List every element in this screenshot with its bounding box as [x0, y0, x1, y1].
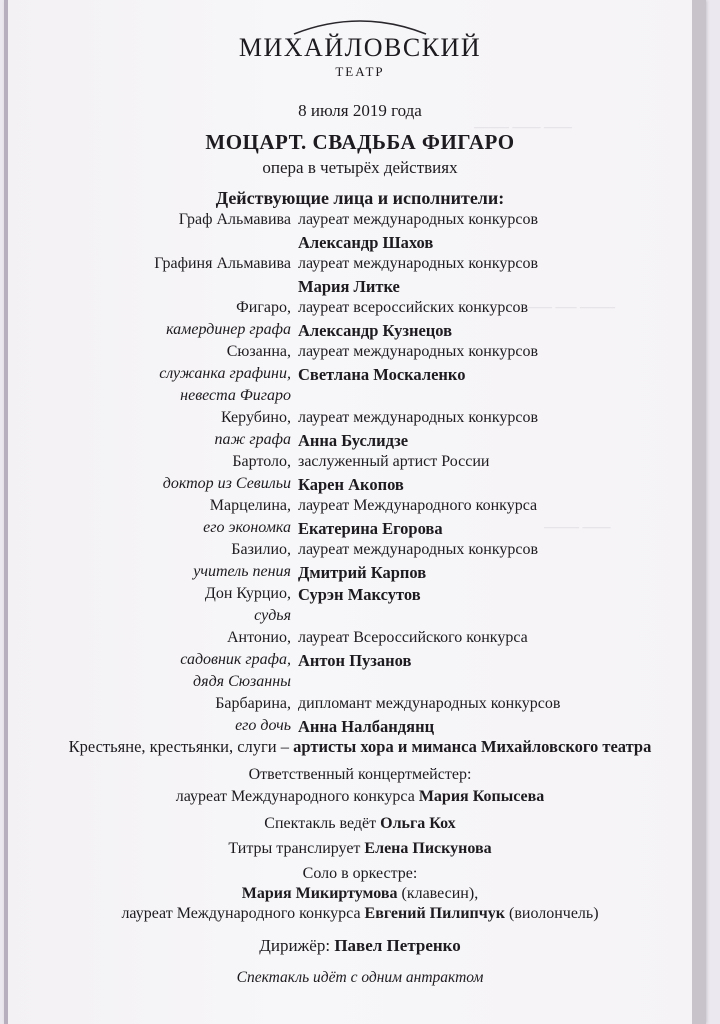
- role-description: дядя Сюзанны: [193, 673, 291, 690]
- accompanist-heading: Ответственный концертмейстер:: [248, 766, 472, 783]
- performer-name: Анна Буслидзе: [298, 431, 409, 450]
- stage-lead-prefix: Спектакль ведёт: [264, 815, 381, 832]
- cast-row: [0, 365, 720, 387]
- role-name: Сюзанна,: [226, 343, 291, 360]
- accompanist-title: лауреат Международного конкурса: [175, 788, 419, 805]
- role-description: садовник графа,: [180, 651, 291, 668]
- stage-lead-name: Ольга Кох: [380, 815, 456, 832]
- cast-row: [0, 277, 720, 299]
- performer-title: лауреат всероссийских конкурсов: [298, 299, 528, 316]
- cast-row: [0, 233, 720, 255]
- soloist-name-2: Евгений Пилипчук: [364, 905, 505, 922]
- performer-name: Александр Шахов: [298, 233, 434, 252]
- cast-row: [0, 475, 720, 497]
- conductor-prefix: Дирижёр:: [259, 936, 335, 955]
- conductor-name: Павел Петренко: [334, 936, 461, 955]
- cast-row: [0, 673, 720, 695]
- cast-row: [0, 211, 720, 233]
- cast-row: [0, 387, 720, 409]
- performer-title: лауреат международных конкурсов: [298, 255, 539, 272]
- role-name: Граф Альмавива: [178, 211, 291, 228]
- cast-row: [0, 497, 720, 519]
- cast-heading: Действующие лица и исполнители:: [215, 188, 505, 208]
- role-description: судья: [254, 607, 291, 624]
- role-description: его экономка: [203, 519, 291, 536]
- accompanist-name: Мария Копысева: [418, 788, 545, 805]
- performer-title: заслуженный артист России: [298, 453, 490, 470]
- role-name: Дон Курцио,: [204, 585, 291, 602]
- performer-title: дипломант международных конкурсов: [298, 695, 561, 712]
- performer-name: Екатерина Егорова: [298, 519, 443, 538]
- titres-prefix: Титры транслирует: [228, 840, 365, 857]
- bleed-through-text: ––––– ––– ––––: [524, 300, 615, 315]
- performer-title: лауреат международных конкурсов: [298, 211, 539, 228]
- cast-list: [0, 211, 720, 739]
- performance-date: 8 июля 2019 года: [298, 101, 422, 120]
- bleed-through-text: –––– –––– –––––: [474, 120, 572, 135]
- role-name: Керубино,: [220, 409, 291, 426]
- role-name: Барбарина,: [215, 695, 291, 712]
- accompanist-line: [0, 788, 720, 806]
- role-name: Базилио,: [231, 541, 291, 558]
- soloist-name-1: Мария Микиртумова: [241, 885, 398, 902]
- performer-name: Светлана Москаленко: [298, 365, 466, 384]
- solo-line-2: [0, 905, 720, 923]
- role-name: Бартоло,: [232, 453, 291, 470]
- chorus-line: [0, 737, 720, 757]
- cast-row: [0, 585, 720, 607]
- chorus-performers: артисты хора и миманса Михайловского театра: [293, 737, 652, 756]
- cast-row: [0, 343, 720, 365]
- solo-line-1: [0, 885, 720, 903]
- soloist-instrument-2: (виолончель): [505, 905, 599, 922]
- performer-name: Александр Кузнецов: [298, 321, 453, 340]
- role-description: доктор из Севильи: [162, 475, 291, 492]
- performer-title: лауреат Всероссийского конкурса: [298, 629, 528, 646]
- cast-row: [0, 717, 720, 739]
- role-name: Антонио,: [226, 629, 291, 646]
- cast-row: [0, 299, 720, 321]
- role-description: учитель пения: [193, 563, 291, 580]
- performer-name: Карен Акопов: [298, 475, 404, 494]
- performer-name: Антон Пузанов: [298, 651, 412, 670]
- performer-title: лауреат Международного конкурса: [298, 497, 538, 514]
- cast-row: [0, 563, 720, 585]
- opera-title: МОЦАРТ. СВАДЬБА ФИГАРО: [205, 130, 515, 154]
- role-name: Фигаро,: [236, 299, 291, 316]
- cast-row: [0, 607, 720, 629]
- cast-row: [0, 431, 720, 453]
- cast-row: [0, 651, 720, 673]
- performer-title: лауреат международных конкурсов: [298, 343, 539, 360]
- soloist-title-2: лауреат Международного конкурса: [121, 905, 365, 922]
- role-description: невеста Фигаро: [180, 387, 291, 404]
- performer-name: Анна Налбандянц: [298, 717, 435, 736]
- bleed-through-text: –––– –––––: [544, 520, 611, 535]
- titres-name: Елена Пискунова: [364, 840, 492, 857]
- titres-line: [0, 840, 720, 858]
- cast-row: [0, 409, 720, 431]
- performer-name: Дмитрий Карпов: [298, 563, 427, 582]
- cast-row: [0, 629, 720, 651]
- role-name: Графиня Альмавива: [154, 255, 291, 272]
- cast-row: [0, 695, 720, 717]
- role-name: Марцелина,: [209, 497, 291, 514]
- chorus-prefix: Крестьяне, крестьянки, слуги –: [68, 737, 294, 756]
- role-description: паж графа: [214, 431, 291, 448]
- cast-row: [0, 255, 720, 277]
- stage-lead-line: [0, 815, 720, 833]
- performer-name: Сурэн Максутов: [298, 585, 421, 604]
- role-description: камердинер графа: [166, 321, 291, 338]
- cast-row: [0, 541, 720, 563]
- role-description: его дочь: [235, 717, 291, 734]
- opera-subtitle: опера в четырёх действиях: [262, 158, 458, 177]
- role-description: служанка графини,: [159, 365, 291, 382]
- performer-title: лауреат международных конкурсов: [298, 409, 539, 426]
- performer-name: Мария Литке: [298, 277, 400, 296]
- soloist-instrument-1: (клавесин),: [397, 885, 479, 902]
- theatre-subtitle: ТЕАТР: [335, 64, 385, 79]
- performer-title: лауреат международных конкурсов: [298, 541, 539, 558]
- cast-row: [0, 519, 720, 541]
- conductor-line: [0, 936, 720, 956]
- theatre-name: МИХАЙЛОВСКИЙ: [238, 33, 482, 62]
- cast-row: [0, 453, 720, 475]
- cast-row: [0, 321, 720, 343]
- interval-note: Спектакль идёт с одним антрактом: [236, 969, 484, 986]
- solo-heading: Соло в оркестре:: [302, 865, 418, 882]
